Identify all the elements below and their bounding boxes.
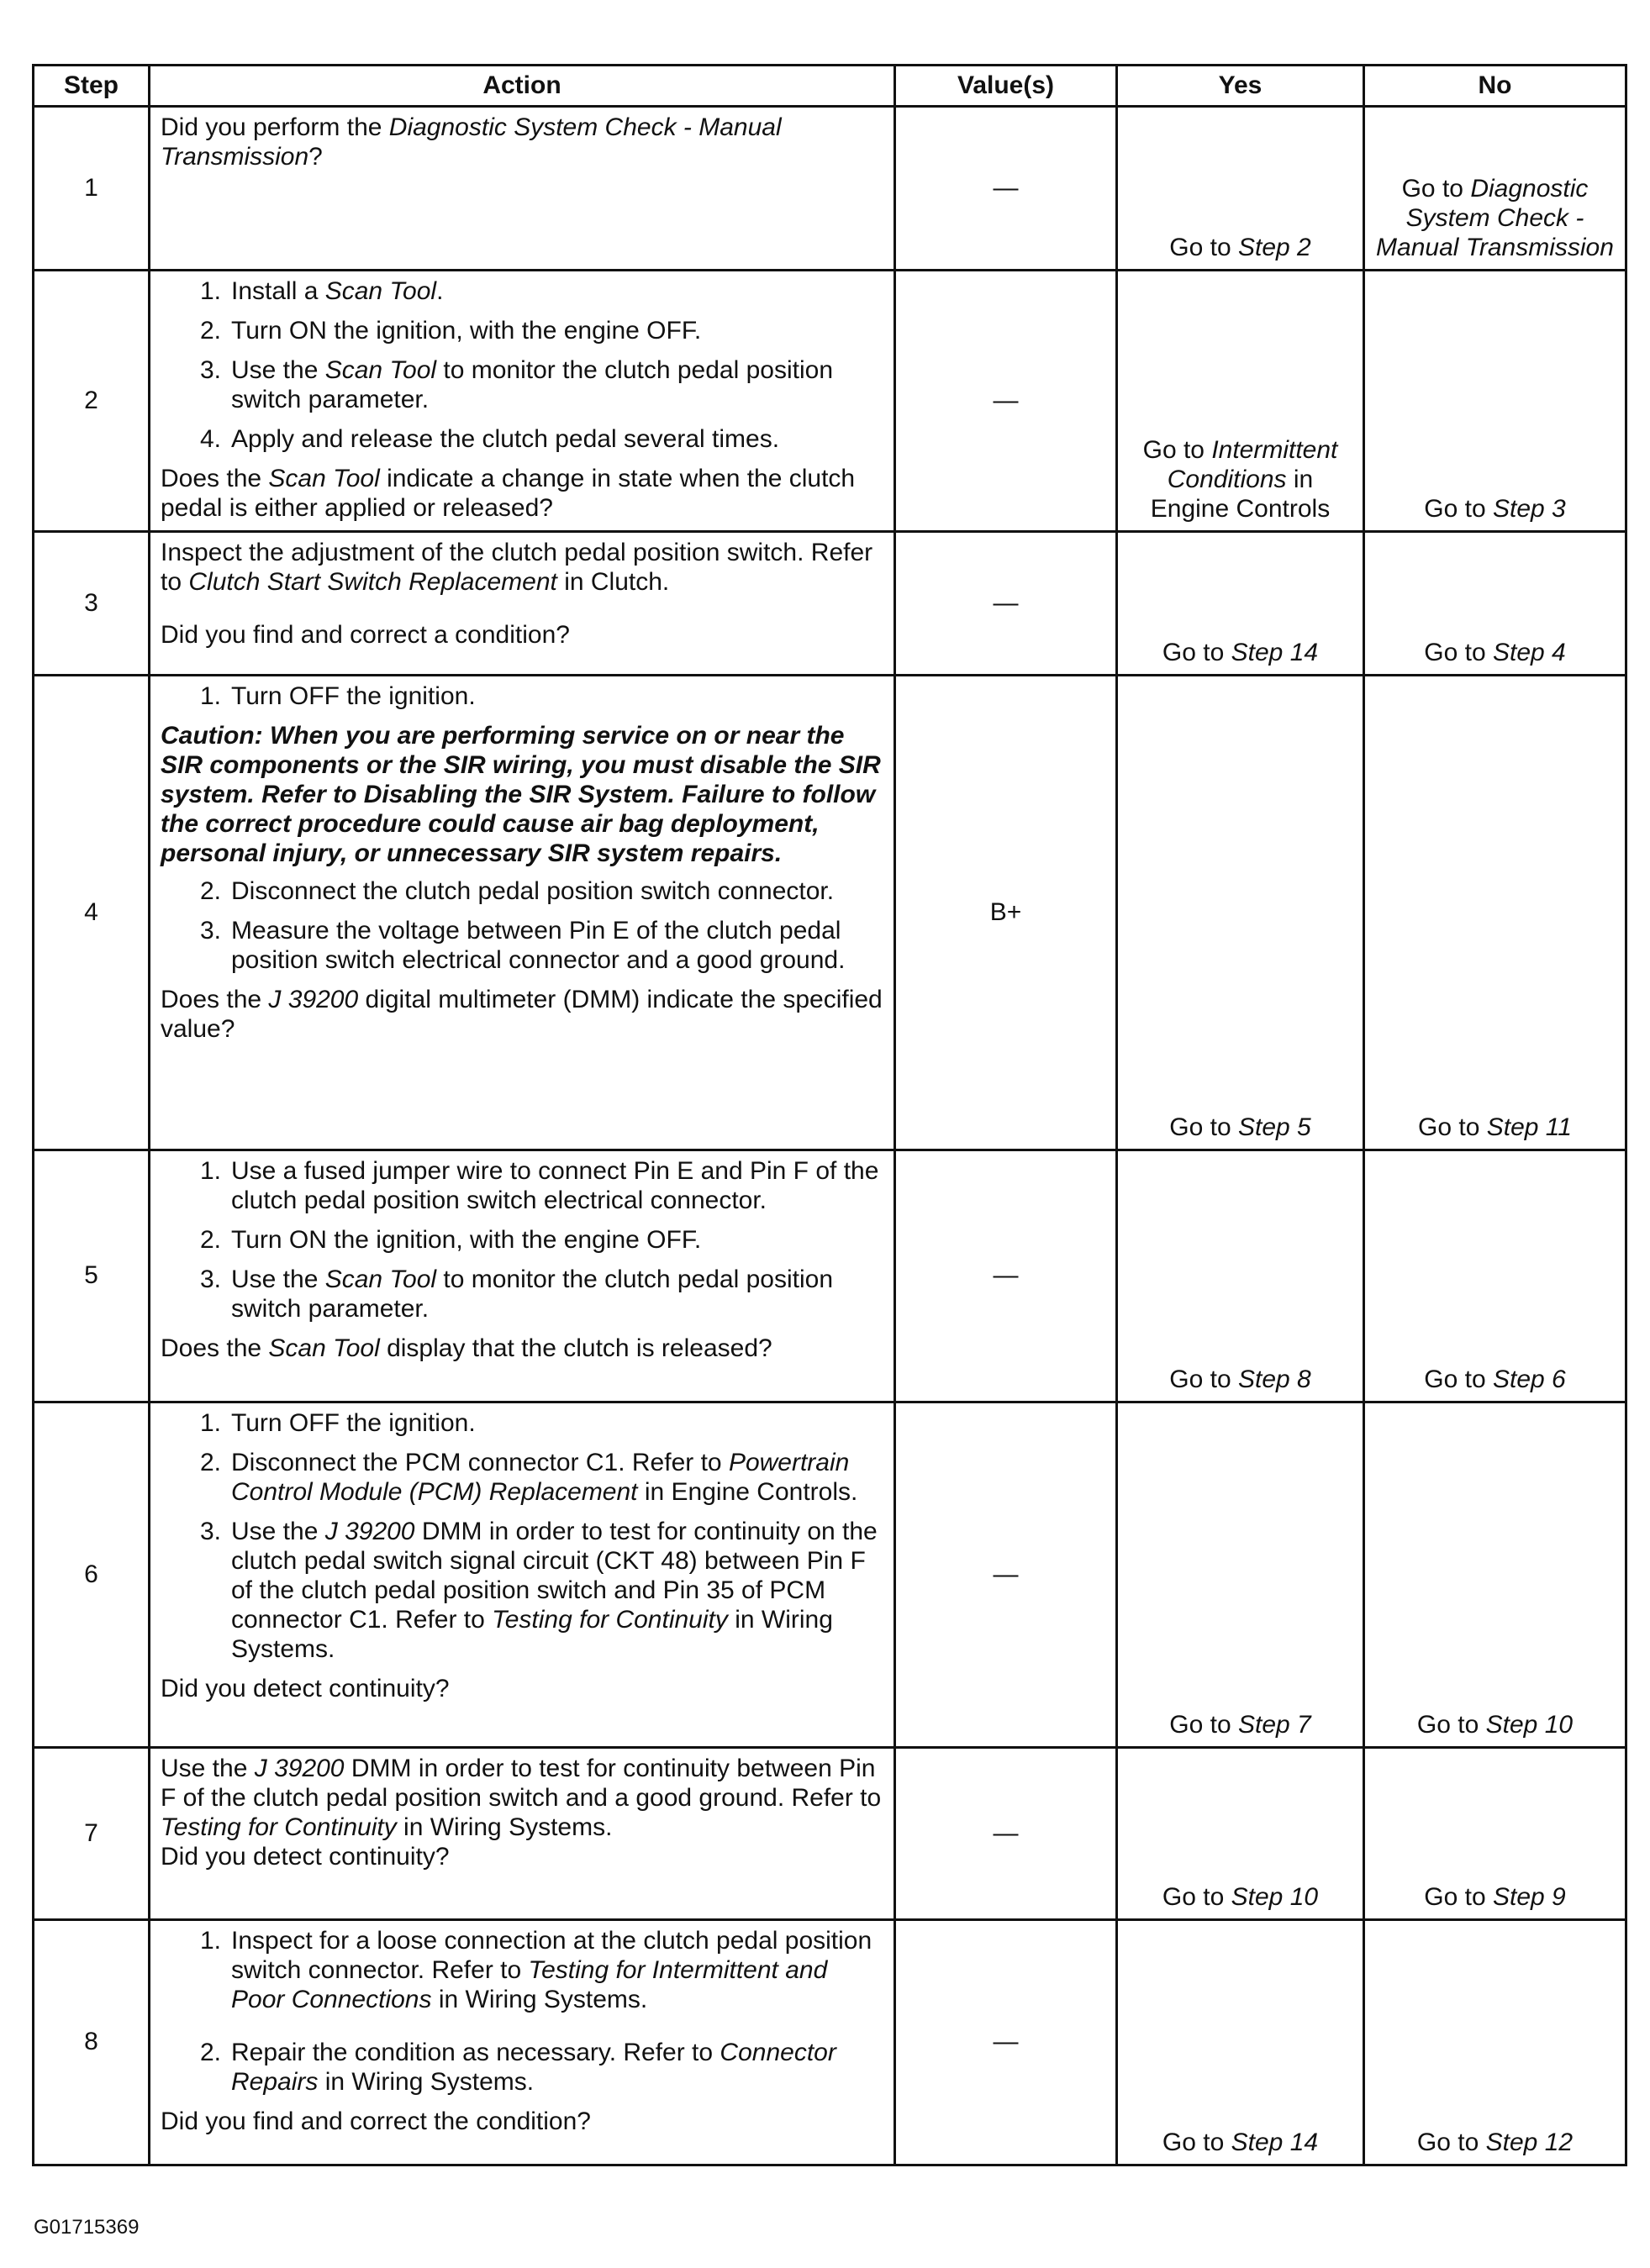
no-cell: Go to Diagnostic System Check - Manual Transmission: [1364, 107, 1626, 271]
table-row-step-2: [34, 271, 1626, 532]
step-number: 7: [34, 1748, 150, 1920]
header-no: No: [1364, 66, 1626, 107]
yes-cell: Go to Intermittent Conditions in Engine Controls: [1117, 271, 1364, 532]
list-item: 2. Repair the condition as necessary. Refer to Connector Repairs in Wiring Systems.: [199, 2039, 836, 2096]
list-item: 3. Use the J 39200 DMM in order to test for continuity on the clutch pedal switch signal circuit (CKT 48) between Pin F of the clutch pedal position switch and Pin 35 of PCM connector C1. Refer to Testing for Continuity in Wiring Systems.: [199, 1518, 878, 1663]
list-item: 2. Turn ON the ignition, with the engine OFF.: [199, 317, 702, 345]
table-row-step-7: [34, 1748, 1626, 1920]
value-cell: —: [895, 271, 1117, 532]
value-cell: B+: [895, 676, 1117, 1150]
yes-cell: Go to Step 5: [1117, 676, 1364, 1150]
step-number: 6: [34, 1402, 150, 1748]
question-text: Does the Scan Tool display that the clutch is released?: [161, 1334, 772, 1362]
value-cell: —: [895, 1920, 1117, 2165]
list-item: 3. Measure the voltage between Pin E of the clutch pedal position switch electrical connector and a good ground.: [199, 917, 846, 974]
diagnostic-table-sheet: [32, 64, 1625, 2166]
header-yes: Yes: [1117, 66, 1364, 107]
list-item: 2. Disconnect the PCM connector C1. Refer to Powertrain Control Module (PCM) Replacement in Engine Controls.: [199, 1449, 858, 1506]
table-row-step-8: [34, 1920, 1626, 2165]
action-cell: [150, 1748, 895, 1920]
step-number: 1: [34, 107, 150, 271]
question-text: Did you detect continuity?: [161, 1675, 450, 1702]
yes-cell: Go to Step 2: [1117, 107, 1364, 271]
header-action: Action: [150, 66, 895, 107]
step-number: 2: [34, 271, 150, 532]
procedure-list: [161, 1156, 883, 1323]
question-text: Does the Scan Tool indicate a change in state when the clutch pedal is either applied or released?: [161, 465, 856, 522]
question-text: Does the J 39200 digital multimeter (DMM) indicate the specified value?: [161, 986, 883, 1043]
list-item: 1. Install a Scan Tool.: [199, 277, 444, 305]
action-cell: [150, 1402, 895, 1748]
value-cell: —: [895, 1150, 1117, 1402]
table-row-step-1: [34, 107, 1626, 271]
list-item: 4. Apply and release the clutch pedal several times.: [199, 425, 780, 453]
action-cell: [150, 1920, 895, 2165]
step-number: 5: [34, 1150, 150, 1402]
no-cell: Go to Step 4: [1364, 532, 1626, 676]
no-cell: Go to Step 11: [1364, 676, 1626, 1150]
action-cell: [150, 532, 895, 676]
table-row-step-3: [34, 532, 1626, 676]
no-cell: Go to Step 3: [1364, 271, 1626, 532]
header-values: Value(s): [895, 66, 1117, 107]
step-number: 4: [34, 676, 150, 1150]
question-text: Did you find and correct a condition?: [161, 621, 570, 649]
no-cell: Go to Step 9: [1364, 1748, 1626, 1920]
step-number: 8: [34, 1920, 150, 2165]
table-header-row: [34, 66, 1626, 107]
table-row-step-4: [34, 676, 1626, 1150]
value-cell: —: [895, 1402, 1117, 1748]
value-cell: —: [895, 532, 1117, 676]
table-row-step-5: [34, 1150, 1626, 1402]
action-cell: [150, 271, 895, 532]
instruction-text: Inspect the adjustment of the clutch pedal position switch. Refer to Clutch Start Switch Replacement in Clutch.: [161, 539, 873, 596]
figure-id-label: G01715369: [34, 2216, 140, 2239]
list-item: 2. Turn ON the ignition, with the engine OFF.: [199, 1226, 702, 1254]
list-item: 3. Use the Scan Tool to monitor the clutch pedal position switch parameter.: [199, 356, 834, 413]
list-item: 1. Turn OFF the ignition.: [199, 682, 476, 710]
diagnostic-table: [32, 64, 1627, 2166]
list-item: 1. Turn OFF the ignition.: [199, 1409, 476, 1437]
sir-caution-text: Caution: When you are performing service on or near the SIR components or the SIR wiring, you must disable the SIR system. Refer to Disabling the SIR System. Failure to follow the correct procedure could cause air bag deployment, personal injury, or unnecessary SIR system repairs.: [161, 722, 881, 867]
no-cell: Go to Step 12: [1364, 1920, 1626, 2165]
action-cell: [150, 107, 895, 271]
procedure-list: [161, 276, 883, 454]
header-step: Step: [34, 66, 150, 107]
list-item: 1. Inspect for a loose connection at the clutch pedal position switch connector. Refer to Testing for Intermittent and Poor Connections in Wiring Systems.: [199, 1927, 872, 2013]
yes-cell: Go to Step 14: [1117, 532, 1364, 676]
instruction-text: Use the J 39200 DMM in order to test for continuity between Pin F of the clutch pedal position switch and a good ground. Refer to Testing for Continuity in Wiring Systems.: [161, 1755, 882, 1841]
procedure-list: [161, 681, 883, 711]
list-item: 2. Disconnect the clutch pedal position switch connector.: [199, 877, 835, 905]
step-number: 3: [34, 532, 150, 676]
yes-cell: Go to Step 7: [1117, 1402, 1364, 1748]
value-cell: —: [895, 107, 1117, 271]
list-item: 1. Use a fused jumper wire to connect Pin E and Pin F of the clutch pedal position switch electrical connector.: [199, 1157, 879, 1214]
procedure-list: [161, 1926, 883, 2097]
table-row-step-6: [34, 1402, 1626, 1748]
value-cell: —: [895, 1748, 1117, 1920]
question-text: Did you find and correct the condition?: [161, 2108, 591, 2135]
question-text: Did you perform the Diagnostic System Check - Manual Transmission?: [161, 113, 782, 171]
procedure-list: [161, 1408, 883, 1664]
yes-cell: Go to Step 8: [1117, 1150, 1364, 1402]
yes-cell: Go to Step 10: [1117, 1748, 1364, 1920]
action-cell: [150, 1150, 895, 1402]
yes-cell: Go to Step 14: [1117, 1920, 1364, 2165]
no-cell: Go to Step 6: [1364, 1150, 1626, 1402]
procedure-list: [161, 876, 883, 975]
action-cell: [150, 676, 895, 1150]
question-text: Did you detect continuity?: [161, 1843, 450, 1871]
list-item: 3. Use the Scan Tool to monitor the clutch pedal position switch parameter.: [199, 1266, 834, 1323]
no-cell: Go to Step 10: [1364, 1402, 1626, 1748]
